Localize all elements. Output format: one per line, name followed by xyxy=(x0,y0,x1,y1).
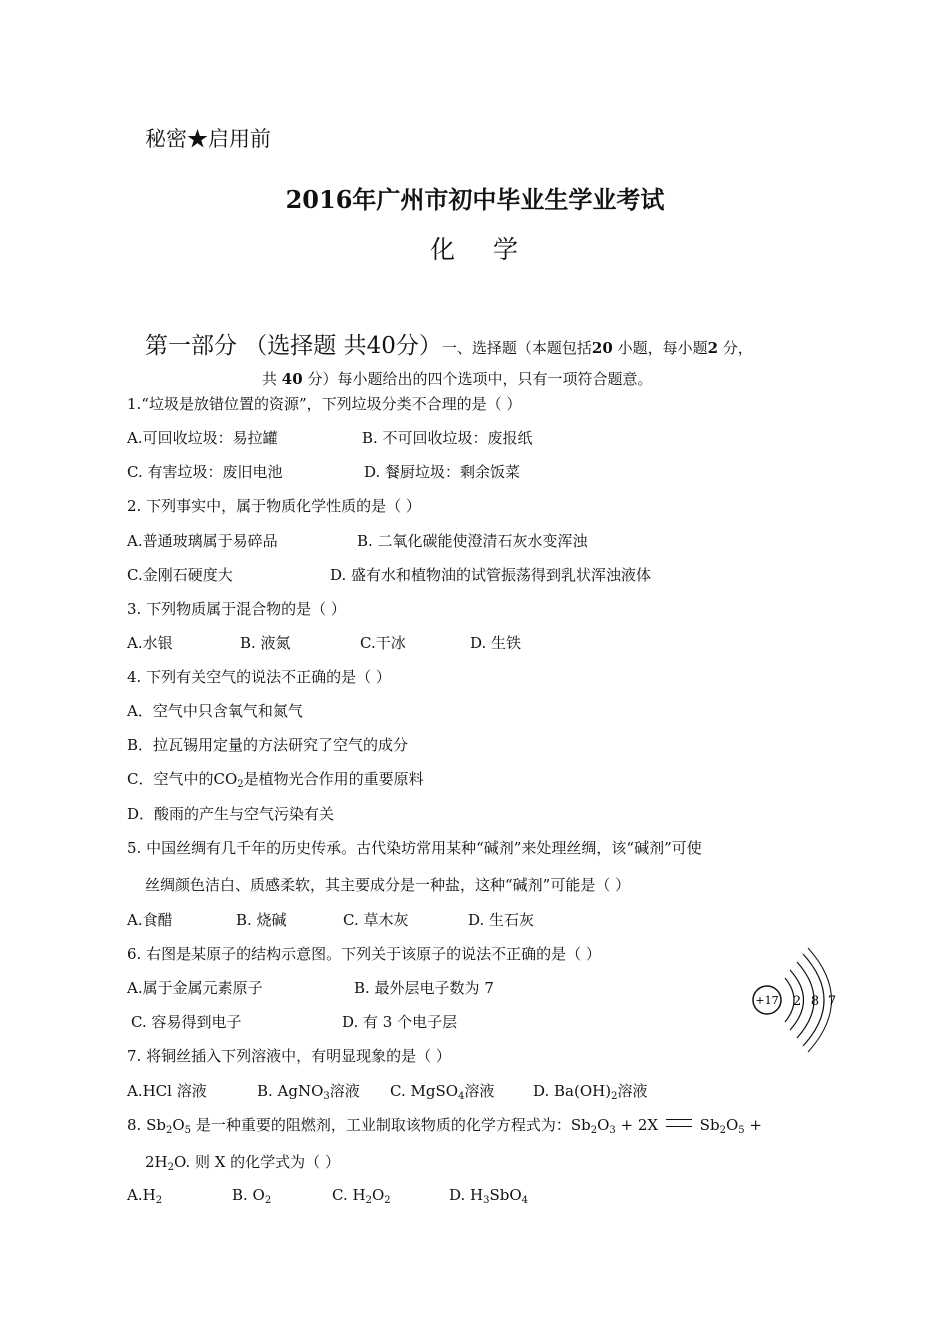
instruction-text: 分）每小题给出的四个选项中，只有一项符合题意。 xyxy=(307,370,653,388)
atom-structure-diagram xyxy=(745,940,845,1060)
answer-option: C. MgSO$_4$溶液 xyxy=(390,1082,495,1102)
question-stem-continued: $2H_2O$. 则 X 的化学式为（ ） xyxy=(145,1153,340,1173)
question-stem: 3. 下列物质属于混合物的是（ ） xyxy=(127,600,346,618)
exam-title: 2016年广州市初中毕业生学业考试 xyxy=(285,185,665,214)
instruction-number: 40 xyxy=(281,370,303,388)
shell-electron-count: 2 xyxy=(792,994,802,1009)
answer-option: D. 餐厨垃圾：剩余饭菜 xyxy=(364,463,521,481)
shell-electron-count: 7 xyxy=(827,994,837,1009)
answer-option: A．空气中只含氧气和氮气 xyxy=(127,702,303,720)
answer-option: A.普通玻璃属于易碎品 xyxy=(127,532,278,550)
answer-option: B. AgNO$_3$溶液 xyxy=(257,1082,360,1102)
answer-option: $A.H_2$ xyxy=(127,1186,163,1206)
answer-option: C.金刚石硬度大 xyxy=(127,566,233,584)
answer-option: A.属于金属元素原子 xyxy=(127,979,263,997)
answer-option: C. 草木灰 xyxy=(343,911,409,929)
answer-option: B. 烧碱 xyxy=(236,911,287,929)
answer-option: B. 液氮 xyxy=(240,634,291,652)
question-stem: 2. 下列事实中，属于物质化学性质的是（ ） xyxy=(127,497,421,515)
question-stem: 5. 中国丝绸有几千年的历史传承。古代染坊常用某种“碱剂”来处理丝绸，该“碱剂”可使 xyxy=(127,839,702,857)
answer-option: B. 最外层电子数为 7 xyxy=(354,979,494,997)
answer-option: B. 不可回收垃圾：废报纸 xyxy=(362,429,533,447)
instruction-text: 分， xyxy=(722,339,753,357)
instruction-text: 一、选择题（本题包括 xyxy=(441,339,592,357)
question-stem: 4. 下列有关空气的说法不正确的是（ ） xyxy=(127,668,391,686)
answer-option: C. 容易得到电子 xyxy=(131,1013,242,1031)
equals-sign-double-bar xyxy=(666,1119,692,1127)
answer-option: B．拉瓦锡用定量的方法研究了空气的成分 xyxy=(127,736,409,754)
instruction-number: 20 xyxy=(591,339,613,357)
instruction-text: 小题，每小题 xyxy=(617,339,708,357)
shell-electron-count: 8 xyxy=(810,994,820,1009)
question-stem: 6. 右图是某原子的结构示意图。下列关于该原子的说法不正确的是（ ） xyxy=(127,945,601,963)
instruction-number: 2 xyxy=(707,339,719,357)
confidential-label: 秘密★启用前 xyxy=(145,127,271,151)
answer-option: A.可回收垃圾：易拉罐 xyxy=(127,429,278,447)
answer-option: A.HCl 溶液 xyxy=(127,1082,207,1100)
question-stem-continued: 丝绸颜色洁白、质感柔软，其主要成分是一种盐，这种“碱剂”可能是（ ） xyxy=(145,876,631,894)
question-stem: 7. 将铜丝插入下列溶液中，有明显现象的是（ ） xyxy=(127,1047,451,1065)
answer-option: D. 盛有水和植物油的试管振荡得到乳状浑浊液体 xyxy=(330,566,652,584)
answer-option: A.食醋 xyxy=(127,911,173,929)
subject-char: 学 xyxy=(493,235,521,264)
part-one-line xyxy=(145,327,753,360)
answer-option: D．酸雨的产生与空气污染有关 xyxy=(127,805,335,823)
answer-option: D. 生铁 xyxy=(470,634,522,652)
instruction-line-2 xyxy=(262,368,652,389)
question-stem: 1.“垃圾是放错位置的资源”，下列垃圾分类不合理的是（ ） xyxy=(127,395,522,413)
answer-option: C.干冰 xyxy=(360,634,406,652)
answer-option: D. $H_3SbO_4$ xyxy=(449,1186,529,1206)
answer-option: C. 有害垃圾：废旧电池 xyxy=(127,463,283,481)
subject-title xyxy=(0,230,950,266)
answer-option: C．空气中的$CO_2$是植物光合作用的重要原料 xyxy=(127,770,424,790)
answer-option: D. 有 3 个电子层 xyxy=(342,1013,458,1031)
answer-option: D. $Ba(OH)_2$溶液 xyxy=(533,1082,648,1102)
answer-option: A.水银 xyxy=(127,634,173,652)
part-one-heading: 第一部分 （选择题 共40分） xyxy=(145,333,442,359)
question-stem: 8. $Sb_2O_5$ 是一种重要的阻燃剂，工业制取该物质的化学方程式为：$Sb_2O_3 + 2X$ $Sb_2O_5$ + xyxy=(127,1116,762,1136)
answer-option: B. $O_2$ xyxy=(232,1186,272,1206)
instruction-text: 共 xyxy=(262,370,278,388)
answer-option: C. $H_2O_2$ xyxy=(332,1186,391,1206)
nucleus-charge: +17 xyxy=(755,994,779,1007)
answer-option: D. 生石灰 xyxy=(468,911,535,929)
answer-option: B. 二氧化碳能使澄清石灰水变浑浊 xyxy=(357,532,588,550)
subject-char: 化 xyxy=(429,235,457,264)
